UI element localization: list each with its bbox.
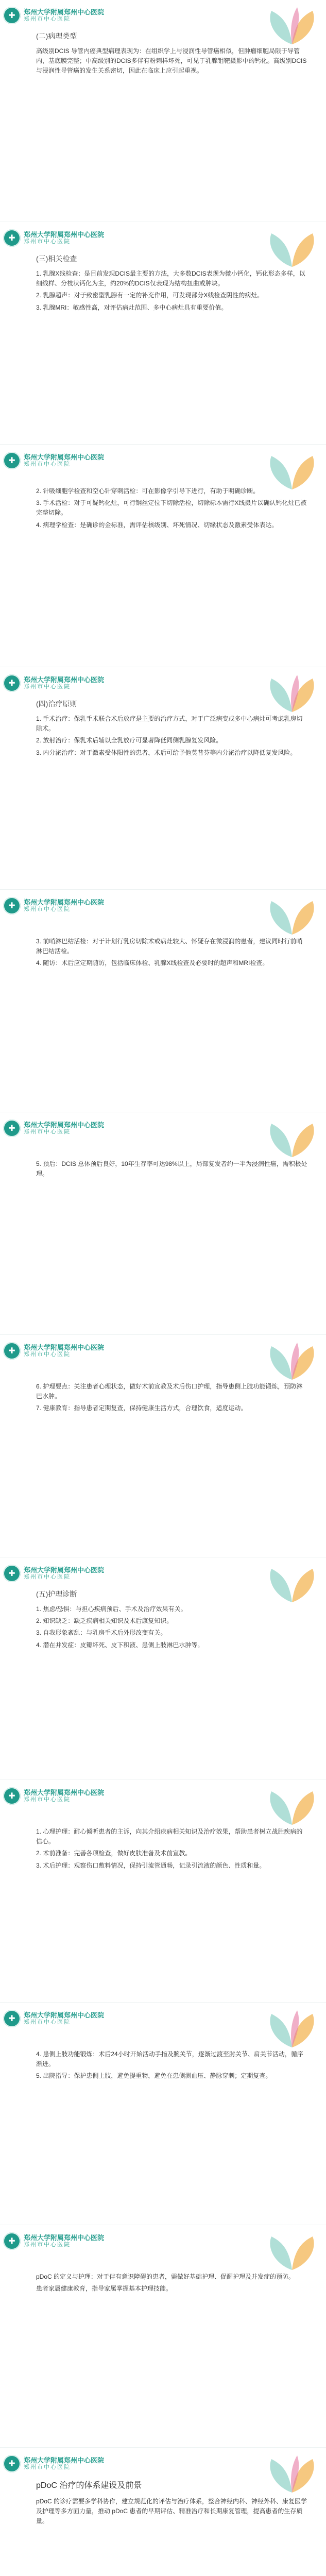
hospital-logo: ✚ xyxy=(3,2010,21,2027)
final-paragraph: pDoC 的诊疗需要多学科协作，建立规范化的评估与治疗体系，整合神经内科、神经外科、康复医学及护理等多方面力量，推动 pDoC 患者的早期评估、精准治疗和长期康复管理，提高患者的生存质量。 xyxy=(36,2497,307,2524)
slide-content xyxy=(36,1382,307,1416)
hospital-logo: ✚ xyxy=(3,897,21,914)
slide-10 xyxy=(0,2003,326,2225)
slide-final xyxy=(0,2448,326,2576)
slide-divider xyxy=(0,1334,326,1335)
hospital-logo: ✚ xyxy=(3,2232,21,2250)
paragraph: 3. 手术活检：对于可疑钙化灶，可行钢丝定位下切除活检，切除标本需行X线摄片以确认钙化灶已被完整切除。 xyxy=(36,499,307,517)
paragraph: 1. 心理护理：耐心倾听患者的主诉，向其介绍疾病相关知识及治疗效果，帮助患者树立战胜疾病的信心。 xyxy=(36,1828,303,1845)
ginkgo-leaf-decoration xyxy=(261,671,323,717)
slide-content xyxy=(36,1604,307,1652)
slide-header xyxy=(3,1117,104,1140)
paragraph: 7. 健康教育：指导患者定期复查，保持健康生活方式，合理饮食，适度运动。 xyxy=(36,1404,247,1412)
paragraph: 5. 出院指导：保护患侧上肢，避免提重物，避免在患侧测血压、静脉穿刺；定期复查。 xyxy=(36,2072,272,2080)
paragraph: 2. 放射治疗：保乳术后辅以全乳放疗可显著降低同侧乳腺复发风险。 xyxy=(36,737,222,744)
slide-header xyxy=(3,4,104,27)
hospital-subtitle: 郑州市中心医院 xyxy=(24,461,71,468)
hospital-subtitle: 郑州市中心医院 xyxy=(24,1797,71,1803)
hospital-name: 郑州大学附属郑州中心医院 xyxy=(24,8,105,16)
slide-title: (四)治疗原则 xyxy=(36,700,77,708)
slide-header xyxy=(3,449,104,472)
final-title-wrapper xyxy=(36,2479,307,2528)
slide-content xyxy=(36,486,307,532)
slide-content xyxy=(36,269,307,315)
ginkgo-leaf-decoration xyxy=(261,3,323,49)
hospital-subtitle: 郑州市中心医院 xyxy=(24,2242,71,2248)
paragraph: 4. 患侧上肢功能锻炼：术后24小时开始活动手指及腕关节，逐渐过渡至肘关节、肩关节活动，循序渐进。 xyxy=(36,2050,303,2068)
paragraph: 3. 内分泌治疗：对于激素受体阳性的患者，术后可给予他莫昔芬等内分泌治疗以降低复发风险。 xyxy=(36,749,297,756)
final-title: pDoC 治疗的体系建设及前景 xyxy=(36,2481,142,2490)
paragraph: 2. 针吸细胞学检查和空心针穿刺活检：可在影像学引导下进行，有助于明确诊断。 xyxy=(36,487,260,495)
hospital-subtitle: 郑州市中心医院 xyxy=(24,239,71,245)
slide-content xyxy=(36,2272,307,2296)
slide-content xyxy=(36,2049,307,2083)
hospital-logo: ✚ xyxy=(3,674,21,692)
hospital-name: 郑州大学附属郑州中心医院 xyxy=(24,1343,105,1351)
slide-content xyxy=(36,46,307,78)
paragraph: 3. 乳腺MRI：敏感性高，对评估病灶范围、多中心病灶具有重要价值。 xyxy=(36,303,228,311)
slide-4 xyxy=(0,668,326,889)
slide-header xyxy=(3,1340,104,1362)
slide-7 xyxy=(0,1335,326,1557)
slide-11 xyxy=(0,2226,326,2447)
hospital-logo: ✚ xyxy=(3,1565,21,1582)
hospital-subtitle: 郑州市中心医院 xyxy=(24,1574,71,1581)
paragraph: 3. 前哨淋巴结活检：对于计划行乳房切除术或病灶较大、怀疑存在微浸润的患者，建议同时行前哨淋巴结活检。 xyxy=(36,938,303,955)
paragraph: 5. 预后：DCIS 总体预后良好，10年生存率可达98%以上，局部复发者约一半为浸润性癌，需积极处理。 xyxy=(36,1160,307,1178)
ginkgo-leaf-decoration xyxy=(261,1561,323,1607)
slide-header xyxy=(3,2230,104,2252)
paragraph: 3. 自我形象紊乱：与乳房手术后外形改变有关。 xyxy=(36,1629,167,1637)
slide-divider xyxy=(0,2002,326,2003)
paragraph: 患者家属健康教育，指导家属掌握基本护理技能。 xyxy=(36,2285,173,2293)
hospital-logo: ✚ xyxy=(3,1120,21,1137)
hospital-logo: ✚ xyxy=(3,229,21,247)
slide-title: (二)病理类型 xyxy=(36,32,77,40)
hospital-logo: ✚ xyxy=(3,2455,21,2472)
slide-content xyxy=(36,937,307,971)
paragraph: 1. 手术治疗：保乳手术联合术后放疗是主要的治疗方式，对于广泛病变或多中心病灶可考虑乳房切除术。 xyxy=(36,715,303,733)
paragraph: 4. 病理学检查：是确诊的金标准，需评估核级别、坏死情况、切缘状态及激素受体表达。 xyxy=(36,521,278,529)
hospital-subtitle: 郑州市中心医院 xyxy=(24,1129,71,1136)
slide-header xyxy=(3,1562,104,1585)
slide-8 xyxy=(0,1558,326,1780)
slide-2 xyxy=(0,223,326,444)
hospital-name: 郑州大学附属郑州中心医院 xyxy=(24,230,105,239)
hospital-name: 郑州大学附属郑州中心医院 xyxy=(24,898,105,906)
slide-content xyxy=(36,1159,307,1181)
hospital-logo: ✚ xyxy=(3,1787,21,1805)
paragraph: pDoC 的定义与护理：对于伴有意识障碍的患者，需做好基础护理、促醒护理及并发症的预防。 xyxy=(36,2273,295,2280)
paragraph: 4. 潜在并发症：皮瓣坏死、皮下积液、患侧上肢淋巴水肿等。 xyxy=(36,1641,204,1649)
hospital-name: 郑州大学附属郑州中心医院 xyxy=(24,2233,105,2242)
hospital-name: 郑州大学附属郑州中心医院 xyxy=(24,1788,105,1797)
hospital-subtitle: 郑州市中心医院 xyxy=(24,1351,71,1358)
slide-6 xyxy=(0,1113,326,1334)
slide-title: (三)相关检查 xyxy=(36,255,77,263)
slide-header xyxy=(3,1785,104,1807)
hospital-subtitle: 郑州市中心医院 xyxy=(24,906,71,913)
paragraph: 2. 乳腺超声：对于致密型乳腺有一定的补充作用，可发现部分X线检查阴性的病灶。 xyxy=(36,292,264,299)
paragraph: 4. 随访：术后应定期随访，包括临床体检、乳腺X线检查及必要时的超声和MRI检查。 xyxy=(36,959,269,967)
paragraph: 2. 知识缺乏：缺乏疾病相关知识及术后康复知识。 xyxy=(36,1617,173,1625)
slide-header xyxy=(3,227,104,249)
paragraph: 3. 术后护理：观察伤口敷料情况，保持引流管通畅，记录引流液的颜色、性质和量。 xyxy=(36,1861,266,1869)
hospital-name: 郑州大学附属郑州中心医院 xyxy=(24,2011,105,2019)
ginkgo-leaf-decoration xyxy=(261,2006,323,2053)
paragraph: 2. 术前准备：完善各项检查，做好皮肤准备及术前宣教。 xyxy=(36,1850,192,1857)
ginkgo-leaf-decoration xyxy=(261,1784,323,1830)
slide-header xyxy=(3,672,104,694)
hospital-name: 郑州大学附属郑州中心医院 xyxy=(24,453,105,461)
hospital-subtitle: 郑州市中心医院 xyxy=(24,2019,71,2026)
slide-3 xyxy=(0,445,326,667)
paragraph: 1. 焦虑/恐惧：与担心疾病预后、手术及治疗效果有关。 xyxy=(36,1605,187,1613)
slide-5 xyxy=(0,890,326,1112)
paragraph: 6. 护理要点：关注患者心理状态，做好术前宣教及术后伤口护理，指导患侧上肢功能锻炼，预防淋巴水肿。 xyxy=(36,1383,303,1400)
slide-divider xyxy=(0,889,326,890)
slide-1 xyxy=(0,0,326,222)
ginkgo-leaf-decoration xyxy=(261,893,323,940)
hospital-name: 郑州大学附属郑州中心医院 xyxy=(24,2456,105,2464)
slide-divider xyxy=(0,2447,326,2448)
ginkgo-leaf-decoration xyxy=(261,1116,323,1162)
hospital-name: 郑州大学附属郑州中心医院 xyxy=(24,675,105,684)
slide-header xyxy=(3,894,104,917)
hospital-logo: ✚ xyxy=(3,7,21,24)
ginkgo-leaf-decoration xyxy=(261,1338,323,1385)
paragraph: 1. 乳腺X线检查：是目前发现DCIS最主要的方法，大多数DCIS表现为微小钙化，钙化形态多样，以细线样、分枝状钙化为主，约20%的DCIS仅表现为结构扭曲或肿块。 xyxy=(36,270,305,287)
hospital-subtitle: 郑州市中心医院 xyxy=(24,2464,71,2471)
hospital-logo: ✚ xyxy=(3,452,21,469)
slide-title: (五)护理诊断 xyxy=(36,1590,77,1598)
paragraph: 高级别DCIS 导管内癌典型病理表现为：在组织学上与浸润性导管癌相似，但肿瘤细胞局限于导管内，基底膜完整；中高级别的DCIS多伴有粉刺样坏死，可见于乳腺钼靶摄影中的钙化。高级别DCIS与浸润性导管癌的发生关系密切，因此在临床上应引起重视。 xyxy=(36,47,307,75)
ginkgo-leaf-decoration xyxy=(261,226,323,272)
slide-header xyxy=(3,2007,104,2030)
hospital-name: 郑州大学附属郑州中心医院 xyxy=(24,1566,105,1574)
ginkgo-leaf-decoration xyxy=(261,2229,323,2275)
slide-content xyxy=(36,714,307,760)
slide-content xyxy=(36,1827,307,1873)
hospital-logo: ✚ xyxy=(3,1342,21,1360)
hospital-subtitle: 郑州市中心医院 xyxy=(24,684,71,690)
hospital-name: 郑州大学附属郑州中心医院 xyxy=(24,1121,105,1129)
slide-header xyxy=(3,2452,104,2475)
slide-divider xyxy=(0,444,326,445)
hospital-subtitle: 郑州市中心医院 xyxy=(24,16,71,23)
slide-9 xyxy=(0,1781,326,2002)
